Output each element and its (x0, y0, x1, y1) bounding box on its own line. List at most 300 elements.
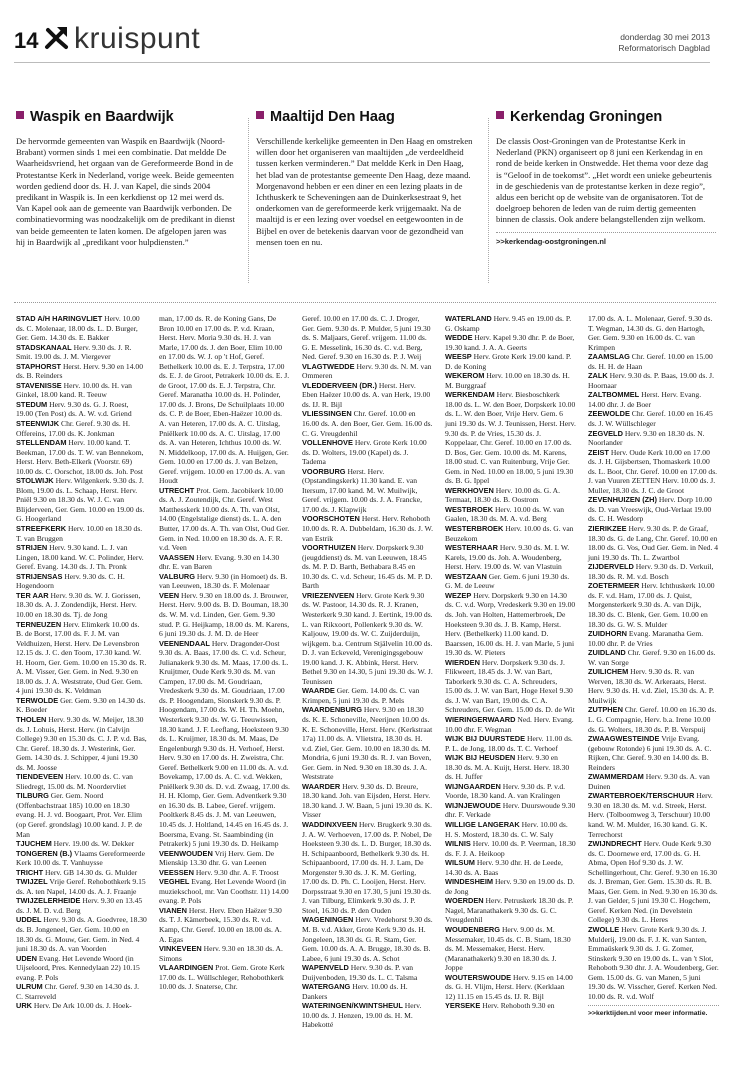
service-times: Chr. Geref. 10.00 en 16.30 ds. L. G. Compagnie, Herv. b.a. Irene 10.00 ds. G. Wolters, 18.30 ds. P. B. Verspuij (588, 705, 717, 734)
service-entry (159, 572, 290, 591)
service-times: Herst. Herv. 9.30 en 14.00 ds. B. Reinders (16, 361, 144, 381)
place-name: TJUCHEM (16, 839, 52, 849)
article-title: Kerkendag Groningen (496, 108, 716, 126)
service-times: Herst. Herv. Rehoboth 10.00 ds. R. A. Dubbeldam, 16.30 ds. J. W. van Estrik (302, 514, 433, 543)
service-entry (445, 371, 576, 390)
service-times: Herv. 9.30 ds. R. van Werven, 18.30 ds. W. Arkeraats, Herst. Herv. 9.30 ds. H. v.d. Ziel, 15.30 ds. A. P. Muilwijk (588, 667, 714, 705)
service-entry (302, 963, 433, 982)
service-entry (445, 839, 576, 858)
service-entry (302, 467, 433, 515)
service-entry (588, 772, 719, 791)
service-times: Vrij Herv. Gem. De Mienskip 13.30 dhr. G. van Leenen (159, 848, 275, 868)
place-name: TER AAR (16, 590, 49, 600)
bullet-square-icon (256, 111, 264, 119)
place-name: WEDDE (445, 333, 473, 343)
service-entry (302, 438, 433, 467)
service-times: Herv. Dorpskerk 9.30 (jeugddienst) ds. M. van Leeuwen, 18.45 ds. M. P. D. Barth, Bethabara 8.45 en 10.30 ds. C. v.d. Scheur, 16.45 ds. M. P. D. Barth (302, 543, 433, 591)
service-entry (445, 486, 576, 505)
place-name: WOERDEN (445, 896, 484, 906)
service-times: Herv. 9.30 ds. N. M. van Ommeren (302, 361, 432, 381)
service-times: Vrije Geref. Rehobothkerk 9.15 ds. A. ten Napel, 14.00 ds. A. J. Fraanje (16, 877, 146, 896)
place-name: UTRECHT (159, 485, 195, 495)
place-name: VRIEZENVEEN (302, 590, 355, 600)
place-name: TWIJZEL (16, 877, 48, 887)
service-entry (159, 591, 290, 639)
service-times: Herv. Grote Kerk 9.30 ds. J. Mulderij, 19.00 ds. F. J. K. van Santen, Emmaüskerk 9.30 ds. J. G. Zomer, Stinskerk 9.30 en 19.00 ds. L. van 't Slot, Rehoboth 9.30 dhr. J. A. Woudenberg, Ger. Gem. 15.00 ds. G. van Manen, 5 juni 19.30 ds. W. Visscher, Geref. Kerken Ned. 10.00 ds. R. v.d. Wolf (588, 925, 719, 1001)
service-times: Herv. Petruskerk 18.30 ds. P. Nagel, Maranathakerk 9.30 ds. G. C. Vreugdenhil (445, 896, 574, 925)
place-name: VOORSCHOTEN (302, 514, 360, 524)
article-title: Waspik en Baardwijk (16, 108, 236, 126)
service-times: Herv. De Ark 10.00 ds. J. Hoek- (33, 1001, 132, 1011)
service-entry (16, 591, 147, 620)
section-title: kruispunt (74, 22, 201, 55)
service-entry (159, 868, 290, 878)
service-times: Herv. Brugkerk 9.30 ds. J. A. W. Verhoeven, 17.00 ds. P. Nobel, De Hoeksteen 9.30 ds. L. D. Burger, 18.30 ds. H. Schipaanboord, Bethelkerk 9.30 ds. H. Schipaanboord, 17.00 ds. H. J. Lam, De Morgenster 9.30 ds. J. K. M. Gerling, 17.00 ds. D. Ph. C. Looijen, Herst. Herv. Dorpsstraat 9.30 en 17.30, 5 juni 19.30 ds. J. van Tilburg, Elimkerk 9.30 ds. J. P. Stoel, 16.30 ds. P. den Ouden (302, 819, 432, 915)
service-times: Herv. 10.00 ds. J. Henzen, 19.00 ds. H. M. Habekotté (302, 1001, 422, 1030)
service-entry (588, 390, 719, 409)
service-times: Herv. 9.45 en 19.00 ds. P. G. Oskamp (445, 314, 572, 333)
place-name: VLAARDINGEN (159, 963, 214, 973)
place-name: WESTERBROEK (445, 524, 504, 534)
service-times: Herv. 10.00 ds. C. van Sliedregt, 15.00 ds. M. Noordervliet (16, 772, 133, 791)
place-name: ZALTBOMMEL (588, 390, 640, 400)
service-times: Herv. 9.30 ds. J. R. Smit. 19.00 ds. J. M. Viergever (16, 342, 132, 362)
newspaper-name: Reformatorisch Dagblad (618, 43, 710, 53)
service-entry (302, 915, 433, 963)
service-entry (445, 858, 576, 877)
place-name: TILBURG (16, 791, 49, 801)
service-times: Herv. Evang. 9.30 en 14.30 dhr. E. van Baren (159, 552, 280, 572)
service-times: Herv. 9.30 ds. G. J. Roest, 19.00 (Ten Post) ds. A. W. v.d. Griend (16, 399, 132, 419)
article-body: Verschillende kerkelijke gemeenten in Den Haag en omstreken willen door het organiseren van maaltijden „de verdeeldheid tussen kerken verminderen.” Dat meldde Kerk in Den Haag, het blad van de protestantse gemeente Den Haag, deze maand. Morgenavond hebben er een diner en een lezing plaats in de Ichthuskerk te Scheveningen aan de Duinkerksestraat 9, het onderkomen van de gereformeerde kerk vrijgemaakt. Na de maaltijd is er een lezing over voedsel en eetgewoonten in de Bijbel en over de betekenis daarvan voor de gezondheid van mensen toen en nu. (256, 136, 473, 247)
service-entry (588, 371, 719, 390)
place-name: TRICHT (16, 867, 44, 877)
place-name: VEEN (159, 590, 180, 600)
service-entry (16, 572, 147, 591)
service-entry (588, 705, 719, 734)
listing-column (16, 314, 147, 1011)
service-times: Chr. Geref. 9.30 en 14.30 ds. J. C. Starreveld (16, 982, 140, 1001)
article-body: De classis Oost-Groningen van de Protestantse Kerk in Nederland (PKN) organiseert op 8 juni een Kerkendag in en rond de beide kerken in Onstwedde. Het thema voor deze dag is “Geloof in de toekomst”. „Het wordt een unieke gebeurtenis in de geschiedenis van de protestantse kerken in deze regio”, aldus een bericht op de website van de organisatoren. Tot de doelgroep behoren de leden van de ruim dertig gemeenten binnen de classis. Ook andere belangstellenden zijn welkom. (496, 136, 712, 225)
service-times: Herv. 11.00 ds. P. L. de Jong, 18.00 ds. T. C. Verhoef (445, 734, 573, 753)
service-times: Herv. 10.00 ds. P. Veerman, 18.30 ds. F. J. A. Heikoop (445, 839, 576, 858)
service-entry (16, 620, 147, 696)
service-times: Herv. 9.30 dhr. A. F. Troost (195, 867, 279, 877)
place-name: ZWAAGWESTEINDE (588, 734, 660, 744)
service-entry (445, 658, 576, 715)
section-rule (14, 302, 716, 303)
service-times: Herv. 10.00 ds. G. van Beuzekom (445, 524, 574, 543)
service-times: Herv. Kapel 9.30 dhr. P. de Boer, 19.30 kand. J. A. A. Geerts (445, 333, 575, 352)
service-times: Herv. Duurswoude 9.30 dhr. F. Verkade (445, 800, 576, 820)
service-times: Herv. Oude Kerk 10.00 en 17.00 ds. J. H. Gijsbertsen, Thomaskerk 10.00 ds. L. Boot, Chr. Geref. 10.00 en 17.00 ds. J. van Vuuren ZETTEN Herv. 10.00 ds. J. Muller, 18.30 ds. J. C. de Groot (588, 447, 718, 495)
service-times: Herv. 10.00 en 18.30 ds. T. van Bruggen (16, 524, 143, 543)
service-times: Herv. Grote Kerk 19.00 kand. P. D. de Koning (445, 352, 572, 371)
service-entry (302, 543, 433, 591)
place-name: STREEFKERK (16, 524, 67, 534)
place-name: WESTBROEK (445, 504, 494, 514)
place-name: STAVENISSE (16, 380, 62, 390)
place-name: STEDUM (16, 399, 48, 409)
article-title: Maaltijd Den Haag (256, 108, 476, 126)
service-entry (16, 438, 147, 476)
article-body: De hervormde gemeenten van Waspik en Baardwijk (Noord-Brabant) vormen sinds 1 mei een combinatie. Dat meldde De Waarheidsvriend, het orgaan van de Gereformeerde Bond in de Protestantse Kerk in Nederland, vorige week. Beide gemeenten worden gediend door ds. H. J. van Kapel, die sinds 2004 predikant in Waspik is. In een kerkdienst op 12 mei werd ds. Van Kapel ook aan de gemeente van Baardwijk verbonden. De combinatievorming was noodzakelijk om de predikant in dienst van beide gemeenten te laten komen. De afgelopen jaren was hij in Baardwijk al „predikant voor hulpdiensten.” (16, 136, 235, 247)
service-entry (588, 352, 719, 371)
service-times: Evang. Maranatha Gem. 10.00 dhr. P. de Vries (588, 629, 704, 648)
service-times: Herv. 19.00 ds. W. Dekker (53, 839, 135, 849)
bullet-square-icon (496, 111, 504, 119)
place-name: WAARDER (302, 781, 341, 791)
place-name: WESTZAAN (445, 571, 487, 581)
service-times: Herv. Dorp 10.00 ds. D. van Vreeswijk, Oud-Verlaat 19.00 ds. C. H. Wesdorp (588, 495, 712, 524)
place-name: VINKEVEEN (159, 944, 202, 954)
place-name: TWIJZELERHEIDE (16, 896, 81, 906)
place-name: STELLENDAM (16, 438, 67, 448)
service-entry (159, 486, 290, 553)
service-times: Herv. 10.00 ds. G. A. Termaat, 18.30 ds. B. Oostrom (445, 485, 561, 505)
service-entry (16, 543, 147, 572)
service-times: Herv. 9.30 ds. P. v.d. Voorde, 18.30 kand. A. van Kralingen (445, 781, 566, 801)
header-rule (14, 62, 710, 63)
service-entry (16, 343, 147, 362)
service-entry (588, 667, 719, 705)
place-name: VOORBURG (302, 466, 346, 476)
service-times: Herv. 9.30 ds. M. I. W. Karels, 19.00 ds. Joh. A. Woudenberg, Herst. Herv. 19.00 ds. W. van Vlastuin (445, 543, 570, 572)
place-name: STOLWIJK (16, 476, 54, 486)
service-entry (588, 524, 719, 562)
service-times: Herv. GB 14.30 ds. G. Mulder (45, 867, 138, 877)
service-entry (159, 906, 290, 944)
publication-date: donderdag 30 mei 2013 (620, 32, 710, 42)
place-name: STEENWIJK (16, 419, 60, 429)
place-name: WEZEP (445, 590, 472, 600)
place-name: WIJNJEWOUDE (445, 800, 501, 810)
place-name: WILNIS (445, 839, 471, 849)
service-entry (16, 896, 147, 915)
place-name: ZIJDERVELD (588, 562, 634, 572)
service-times: Vrije Evang. (gebouw Rotonde) 6 juni 19.30 ds. A. C. Rijken, Chr. Geref. 9.30 en 14.00 ds. B. Reinders (588, 734, 712, 772)
service-entry (445, 505, 576, 524)
place-name: VOORTHUIZEN (302, 543, 356, 553)
place-name: ZUIDLAND (588, 648, 626, 658)
service-times: 17.00 ds. A. L. Molenaar, Geref. 9.30 ds. T. Wegman, 14.30 ds. G. den Hartogh, Ger. Gem. 9.30 en 16.00 ds. C. van Krimpen (588, 314, 713, 352)
service-entry (302, 1001, 433, 1030)
listing-column (588, 314, 719, 1019)
service-entry (159, 877, 290, 906)
service-times: Herv. Biesboschkerk 18.00 ds. L. W. den Boer, Dorpskerk 10.00 ds. L. W. den Boer, Vrije Herv. Gem. 6 juni 19.30 ds. W. J. Teunissen, Herst. Herv. 9.30 ds. P. de Vries, 15.30 ds. J. Koppelaar, Chr. Geref. 10.00 en 17.00 ds. D. Bos, Ger. Gem. 10.00 ds. M. Karens, 18.00 stud. C. van Ruitenburg, Vrije Ger. Gem. in Ned. 10.00 en 18.00, 5 juni 19.30 ds. B. G. Ippel (445, 390, 576, 486)
service-times: Herv. 9.30 en 18.30 ds. M. v.d. Streek, Herst. Herv. (Tolboomweg 3, Terschuur) 10.00 kand. W. M. Mulder, 16.30 kand. G. K. Terrechorst (588, 791, 713, 839)
service-entry (302, 982, 433, 1001)
service-entry (588, 648, 719, 667)
service-entry (16, 1001, 147, 1011)
place-name: TIENDEVEEN (16, 772, 64, 782)
service-times: Herv. 9.00 ds. M. Messemaker, 10.45 ds. C. B. Stam, 18.30 ds. M. Messemaker, Herst. Herv. (Maranathakerk) 9.30 en 18.30 ds. J. Joppe (445, 925, 571, 973)
page-number: 14 (14, 28, 39, 53)
place-name: ZUTPHEN (588, 705, 623, 715)
service-entry (588, 409, 719, 428)
service-entry (445, 925, 576, 973)
service-entry (16, 954, 147, 983)
service-times: Chr. Geref. 10.00 en 16.00 ds. A. den Boer, Ger. Gem. 16.00 ds. C. G. Vreugdenhil (302, 409, 433, 438)
service-entry (445, 877, 576, 896)
service-entry (302, 362, 433, 381)
service-times: Herv. Wilgenkerk. 9.30 ds. J. Blom, 19.00 ds. L. Schaap, Herst. Herv. Pniël 9.30 en 18.30 ds. W. J. C. van Blijderveen, Ger. Gem. 10.00 en 19.00 ds. G. Hoogerland (16, 476, 145, 524)
column-divider (248, 118, 249, 283)
place-name: ZUIDHORN (588, 629, 628, 639)
service-times: Herv. 9.30 kand. L. J. van Lingen, 18.00 kand. W. C. Polinder, Herv. Geref. Evang. 14.30 ds. J. Th. Pronk (16, 543, 144, 572)
place-name: ZWOLLE (588, 925, 620, 934)
service-times: Vlaams Gereformeerde Kerk 10.00 ds. T. Vanhuysse (16, 848, 145, 868)
service-entry (445, 390, 576, 485)
place-name: WADDINXVEEN (302, 819, 358, 829)
service-entry (16, 696, 147, 715)
service-times: Herv. Rehoboth 9.30 en (482, 1001, 555, 1011)
service-times: Herv. Grote Kerk 9.30 ds. W. Pastoor, 14.30 ds. R. J. Kranen, Westerkerk 9.30 kand. J. Eertink, 19.00 ds. L. van Rikxoort, Pollenkerk 9.30 ds. W. Kaljouw, 19.00 ds. W. C. Zuijderduijn, wijkgem. b.a. Centrum Stjälvelin 10.00 ds. D. J. van Eckeveld, Verenigingsgebouw 19.00 kand. J. K. Abbink, Herst. Herv. Bethel 9.30 en 14.30, 5 juni 19.30 ds. W. J. Teunissen (302, 590, 433, 686)
service-entry (16, 982, 147, 1001)
service-times: Ger. Gem. 14.00 ds. C. van Krimpen, 5 juni 19.30 ds. P. Mels (302, 686, 420, 705)
service-entry (445, 543, 576, 572)
service-entry (159, 944, 290, 963)
place-name: WAGENINGEN (302, 915, 354, 925)
service-times: Ger. Gem. 6 juni 19.30 ds. G. M. de Leeuw (445, 571, 570, 591)
service-times: Herv. 9.30 en 18.30 ds. N. Noorlander (588, 428, 705, 448)
service-entry (588, 314, 719, 352)
service-times: Herv. 9.30 en 19.00 ds. D. de Jong (445, 877, 575, 896)
service-entry (445, 734, 576, 753)
service-times: Herst. Herv. (Opstandingskerk) 11.30 kand. E. van Itersum, 17.00 kand. M. W. Muilwijk, Geref. vrijgem. 10.00 ds. J. A. Francke, 17.00 ds. J. Klapwijk (302, 466, 422, 514)
place-name: VLEDDERVEEN (DR.) (302, 380, 378, 390)
service-entry (16, 362, 147, 381)
place-name: STAD A/H HARINGVLIET (16, 314, 103, 323)
header-meta (618, 32, 710, 54)
place-name: ZEIST (588, 447, 609, 457)
place-name: TERNEUZEN (16, 619, 62, 629)
article-waspik (16, 108, 236, 248)
service-entry (445, 782, 576, 801)
service-entry (16, 772, 147, 791)
service-entry (445, 896, 576, 925)
service-entry (302, 514, 433, 543)
service-times: Herv. 9.30 en 18.30 ds. M. A. Kuijt, Herst. Herv. 18.30 ds. H. Juffer (445, 753, 570, 782)
service-entry (588, 629, 719, 648)
service-times: Prot. Gem. Jacobikerk 10.00 ds. A. J. Zoutendijk, Chr. Geref. West Matthesskerk 10.00 ds. A. Th. van Olst, 14.00 (Engelstalige dienst) ds. L. A. den Butter, 17.00 ds. A. Th. van Olst, Oud Ger. Gem. in Ned. 10.00 en 18.30 ds. A. F. R. v.d. Veen (159, 485, 290, 553)
service-times: Herv. Dorpskerk 9.30 ds. J. Flikweert, 18.45 ds. J. W. van Bart, Taborkerk 9.30 ds. C. A. Schreuders, 15.00 ds. J. W. van Bart, Hoge Hexel 9.30 ds. J. W. van Bart, 19.00 ds. C. A. Schreuders, Ger. Gem. 15.00 ds. D. de Wit (445, 657, 575, 715)
place-name: VALBURG (159, 571, 195, 581)
place-name: ZEEWOLDE (588, 409, 630, 419)
service-times: Herv. 9.30 ds. A. van Duinen (588, 772, 710, 791)
service-entry (16, 524, 147, 543)
service-times: Herv. 10.00 ds. H. Dankers (302, 982, 408, 1001)
place-name: WAPENVELD (302, 963, 349, 973)
service-entry (588, 448, 719, 496)
service-entry (445, 591, 576, 658)
listing-column (445, 314, 576, 1011)
service-times: Herv. Dragonder-Oost 9.30 ds. A. Baas, 17.00 ds. C. v.d. Scheur, Julianakerk 9.30 ds. M. Maas, 17.00 ds. L. Kruijtmer, Oude Kerk 9.30 ds. M. van Campen, 17.00 ds. M. Goudriaan, Vredeskerk 9.30 ds. M. Goudriaan, 17.00 ds. P. Hoogendam, Sionskerk 9.30 ds. P. Hoogendam, 17.00 ds. W. H. Th. Moehn, Westerkerk 9.30 ds. W. G. Teeuwissen, 18.30 kand. J. F. Leeflang, Hoeksteen 9.30 ds. L. Kruijmer, 18.30 ds. M. Maas, De Engelenburgh 9.30 ds. H. Verhoef, Herst. Herv. 9.30 en 17.00 ds. H. Zweistra, Chr. Geref. Bethelkerk 9.00 en 11.00 ds. A. v.d. Bovekamp, 17.00 ds. A. C. v.d. Wekken, Pniëlkerk 9.30 ds. D. v.d. Zwaag, 17.00 ds. H. H. Klomp, Ger. Gem. Adventkerk 9.30 en 16.30 ds. B. Labee, Geref. vrijgem. Pooltkerk 8.45 ds. J. M. van Leeuwen, 10.45 ds. J. Holtland, 14.45 en 16.45 ds. J. Boersma, Evang. St. Saambinding (in Petrakerk) 5 juni 19.30 ds. D. Heikamp (159, 638, 290, 849)
service-times: Prot. Gem. Grote Kerk 17.00 ds. L. Wüllschleger, Rehobothkerk 10.00 ds. J. Snaterse, Chr. (159, 963, 285, 992)
service-entry (159, 849, 290, 868)
service-times: Herv. 9.30 ds. P. van Duijvenboden, 19.30 ds. L. C. Talsma (302, 963, 418, 982)
place-name: ZAAMSLAG (588, 352, 630, 362)
service-entry (445, 753, 576, 782)
place-name: VLIESSINGEN (302, 409, 352, 419)
service-times: Herv. 10.00 ds. H. van Ginkel, 18.00 kand. R. Teeuw (16, 380, 132, 400)
page-header (0, 0, 738, 70)
service-entry (445, 820, 576, 839)
service-times: Herst. Herv. Eben Haëzer 9.30 ds. T. J. Kämerbeek, 15.30 ds. R. v.d. Kamp, Chr. Geref. 10.00 en 18.00 ds. A. A. Egas (159, 905, 282, 944)
service-times: Herv. Elimkerk 10.00 ds. B. de Borst, 17.00 ds. F. J. M. van Veldhuizen, Herst. Herv. De Levensbron 12.15 ds. J. C. den Toom, 17.30 kand. W. H. Hoorn, Ger. Gem. 10.00 en 15.30 ds. R. A. M. Visser, Ger. Gem. in Ned. 9.30 en 18.00 ds. J. A. Weststrate, Oud Ger. Gem. 4 juni 19.30 ds. K. Veldman (16, 619, 147, 696)
service-entry (16, 791, 147, 839)
place-name: WESTERHAAR (445, 543, 498, 553)
service-entry (302, 705, 433, 781)
place-name: WEESP (445, 352, 472, 362)
service-times: Chr. Geref. 10.00 en 15.00 ds. H. H. de Haan (588, 352, 713, 371)
service-times: Herv. 9.30 en 18.30 ds. A. Simons (159, 944, 283, 963)
service-times: man, 17.00 ds. R. de Koning Gans, De Bron 10.00 en 17.00 ds. P. v.d. Kraan, Herst. Herv. Moria 9.30 ds. H. J. van Marle, 17.00 ds. J. den Boer, Elim 10.00 en 17.00 ds. W. J. op 't Hof, Geref. Bethelkerk 10.00 ds. E. J. Terpstra, 17.00 ds. E. J. de Groot, Petrakerk 10.00 ds. E. J. de Groot, 17.00 ds. E. J. Terpstra, Chr. Geref. Maranatha 10.00 ds. H. Polinder, 17.00 ds. J. Brons, De Schuilplaats 10.00 ds. C. P. de Boer, Eben-Haëzer 10.00 ds. A. van Heteren, 17.00 ds. A. C. Uitslag, Pniëlkerk 10.00 ds. A. C. Uitslag, 17.00 ds. A. van Heteren, Ichthus 10.00 ds. W. N. Middelkoop, 17.00 ds. A. Huijgen, Ger. Gem. 10.00 en 17.00 ds. J. van Belzen, Geref. vrijgem. 10.00 en 17.00 ds. A. van Houdt (159, 314, 290, 486)
service-entry (16, 715, 147, 772)
place-name: WATERGANG (302, 982, 351, 992)
place-name: ZIERIKZEE (588, 524, 627, 534)
place-name: STAPHORST (16, 361, 62, 371)
service-entry (16, 868, 147, 878)
place-name: WAARDE (302, 686, 335, 696)
bullet-square-icon (16, 111, 24, 119)
service-times: Herv. 9.30 ds. D. Breure, 18.30 kand. Joh. van Eijsden, Herst. Herv. 18.30 kand. J. W. Baan, 5 juni 19.30 ds. K. Visser (302, 781, 433, 820)
service-entry (445, 314, 576, 333)
service-entry (16, 476, 147, 524)
service-times: Ger. Gem. Noord (Offenbachstraat 185) 10.00 en 18.30 evang. H. J. vd. Boogaart, Prot. Ver. Elim (op Geref. grondslag) 10.00 kand. J. P. de Man (16, 791, 143, 839)
service-entry (588, 925, 719, 1001)
place-name: UDDEL (16, 915, 42, 925)
service-times: Herv. 10.00 kand. T. Beekman, 17.00 ds. T. W. van Bennekom, Herst. Herv. Beth-Elkerk (Voorstr. 69) 10.00 ds. C. Oorschot, 18.00 ds. Joh. Post (16, 438, 144, 476)
article-link[interactable]: >>kerkendag-oostgroningen.nl (496, 232, 716, 246)
place-name: WOUDENBERG (445, 925, 501, 934)
service-times: Herv. Grote Kerk 10.00 ds. D. Wolters, 19.00 (Kapel) ds. J. Tadema (302, 438, 427, 467)
place-name: ZEGVELD (588, 428, 623, 438)
place-name: UDEN (16, 953, 37, 963)
service-entry (445, 524, 576, 543)
place-name: ZWAMMERDAM (588, 772, 644, 782)
place-name: WILLIGE LANGERAK (445, 819, 520, 829)
service-entry (302, 782, 433, 820)
service-times: Herv. 9.30 dhr. H. de Leede, 14.30 ds. A. Baas (445, 858, 563, 877)
service-times: Herv. 10.00 ds. H. S. Mosterd, 18.30 ds. C. W. Saly (445, 819, 568, 839)
service-times: Evang. Het Levende Woord (in muziekschool, mr. Van Coothstr. 11) 14.00 evang. P. Pols (159, 877, 289, 906)
place-name: VOLLENHOVE (302, 438, 353, 448)
service-entry (159, 963, 290, 992)
service-entry (302, 314, 433, 362)
listing-column (302, 314, 433, 1030)
service-times: Herv. 10.00 ds. C. Molenaar, 18.00 ds. L. D. Burger, Ger. Gem. 14.30 ds. E. Bakker (16, 314, 140, 343)
place-name: STADSKANAAL (16, 342, 72, 352)
cross-arrow-icon (44, 24, 70, 50)
service-entry (302, 820, 433, 915)
service-times: Herv. 9.30 en 18.00 ds. J. Brouwer, Herst. Herv. 9.00 ds. B. D. Bouman, 18.30 ds. W. M. v.d. Linden, Ger. Gem. 9.30 stud. P. G. Heijkamp, 18.00 ds. M. Karens, 6 juni 19.30 ds. J. M. D. de Heer (159, 590, 290, 639)
service-times: Herv. 9.30 ds. W. J. Gorissen, 18.30 ds. A. J. Zondendijk, Herst. Herv. 10.00 en 18.30 ds. Tj. de Jong (16, 590, 141, 619)
service-entry (588, 839, 719, 925)
service-times: Herv. 9.30 ds. W. Meijer, 18.30 ds. J. Lohuis, Herst. Herv. (in Calvijn College) 9.30 en 15.30 ds. C. J. P. v.d. Bas, Chr. Geref. 18.30 ds. J. Westerink, Ger. Gem. 14.30 ds. J. Schipper, 4 juni 19.30 ds. M. Joosse (16, 714, 147, 772)
service-times: Chr. Geref. 9.30 ds. H. Offereins, 17.00 ds. K. Jonkman (16, 419, 130, 438)
place-name: ULRUM (16, 982, 43, 992)
place-name: WERKHOVEN (445, 485, 494, 495)
service-entry (445, 333, 576, 352)
place-name: VLAGTWEDDE (302, 361, 355, 371)
service-times: Herv. Dorpskerk 9.30 en 14.30 ds. C. v.d. Worp, Vredeskerk 9.30 en 19.00 ds. Joh. van Holten, Hattemerbroek, De Hoeksteen 9.30 ds. J. B. Kamp, Herst. Herv. (Bethelkerk) 11.00 kand. D. Baarssen, 16.00 ds. H. J. van Marle, 5 juni 19.30 ds. W. Pieters (445, 590, 576, 658)
place-name: WILSUM (445, 858, 475, 868)
service-times: Herv. 9.30 ds. P. de Graaf, 18.30 ds. G. de Lang, Chr. Geref. 10.00 en 18.00 ds. G. Vos, Oud Ger. Gem. in Ned. 4 juni 19.30 ds. Th. L. Zwartbol (588, 524, 719, 562)
place-name: YERSEKE (445, 1001, 481, 1011)
column-divider (488, 118, 489, 283)
service-entry (302, 381, 433, 410)
service-times: Ned. Herv. Evang. 10.00 dhr. F. Wegman (445, 714, 574, 734)
place-name: WEKEROM (445, 371, 485, 381)
service-times: Chr. Geref. 10.00 en 16.45 ds. J. W. Wüllschleger (588, 409, 713, 429)
service-times: Herv. 10.00 ds. W. van Gaalen, 18.30 ds. M. A. v.d. Berg (445, 504, 565, 524)
listing-column (159, 314, 290, 992)
more-info-link[interactable]: >>kerktijden.nl voor meer informatie. (588, 1005, 719, 1019)
service-entry (159, 639, 290, 849)
place-name: WIERINGERWAARD (445, 714, 516, 724)
place-name: STRIJENSAS (16, 571, 63, 581)
place-name: ZWARTEBROEK/TERSCHUUR (588, 791, 695, 801)
service-entry (302, 591, 433, 686)
service-times: Chr. Geref. 9.30 en 16.00 ds. W. van Sorge (588, 648, 716, 667)
news-articles (16, 108, 716, 278)
service-entry (445, 715, 576, 734)
place-name: URK (16, 1001, 33, 1011)
place-name: WATERINGEN/KWINTSHEUL (302, 1001, 403, 1011)
place-name: VEENENDAAL (159, 638, 210, 648)
service-times: Ger. Gem. 9.30 en 14.30 ds. K. Boeder (16, 695, 146, 715)
service-entry (588, 581, 719, 629)
service-times: Herv. 9.30 (in Homoet) ds. B. van Leeuwen, 18.30 ds. F. Molenaar (159, 571, 288, 591)
service-entry (16, 877, 147, 896)
service-entry (588, 791, 719, 839)
service-entry (445, 1001, 576, 1011)
article-groningen (496, 108, 716, 246)
service-times: Herv. 9.30 ds. C. H. Hogendoorn (16, 571, 125, 591)
service-entry (16, 400, 147, 419)
place-name: WAARDENBURG (302, 705, 362, 715)
service-entry (16, 849, 147, 868)
service-times: Herv. 10.00 en 18.30 ds. H. M. Burggraaf (445, 371, 570, 390)
service-entry (588, 495, 719, 524)
article-den-haag (256, 108, 476, 248)
service-times: Herv. 9.30 ds. D. Verkuil, 18.30 ds. R. M. v.d. Bosch (588, 562, 714, 581)
service-entry (445, 572, 576, 591)
place-name: WIJK BIJ HEUSDEN (445, 753, 516, 763)
service-entry (302, 409, 433, 438)
service-entry (588, 562, 719, 581)
service-times: Herv. Vredehorst 9.30 ds. M. B. v.d. Akker, Grote Kerk 9.30 ds. H. Jongeleen, 18.30 ds. G. R. Stam, Ger. Gem. 10.00 ds. A. A. Brugge, 18.30 ds. B. Labee, 6 juni 19.30 ds. A. Schot (302, 915, 433, 963)
service-times: Herv. 9.30 ds. A. Goedvree, 18.30 ds. B. Jongeneel, Ger. Gem. 10.00 en 18.30 ds. G. Mouw, Ger. Gem. in Ned. 4 juni 18.30 ds. A. van Voorden (16, 915, 147, 954)
place-name: WIERDEN (445, 657, 480, 667)
service-entry (588, 734, 719, 772)
service-entry (302, 686, 433, 705)
place-name: ZWIJNDRECHT (588, 839, 642, 849)
service-times: Herv. 9.30 en 13.45 ds. J. M. D. v.d. Berg (16, 896, 143, 915)
place-name: ZOETERMEER (588, 581, 640, 591)
place-name: ZUILICHEM (588, 667, 629, 677)
place-name: TERWOLDE (16, 695, 59, 705)
service-entry (159, 553, 290, 572)
place-name: WERKENDAM (445, 390, 495, 400)
service-entry (16, 381, 147, 400)
place-name: THOLEN (16, 714, 47, 724)
place-name: VEESSEN (159, 867, 194, 877)
service-entry (445, 801, 576, 820)
service-times: Herv. 9.15 en 14.00 ds. G. H. Vlijm, Herst. Herv. (Kerklaan 12) 11.15 en 15.45 ds. IJ. R. Bijl (445, 972, 573, 1001)
service-entry (16, 314, 147, 343)
